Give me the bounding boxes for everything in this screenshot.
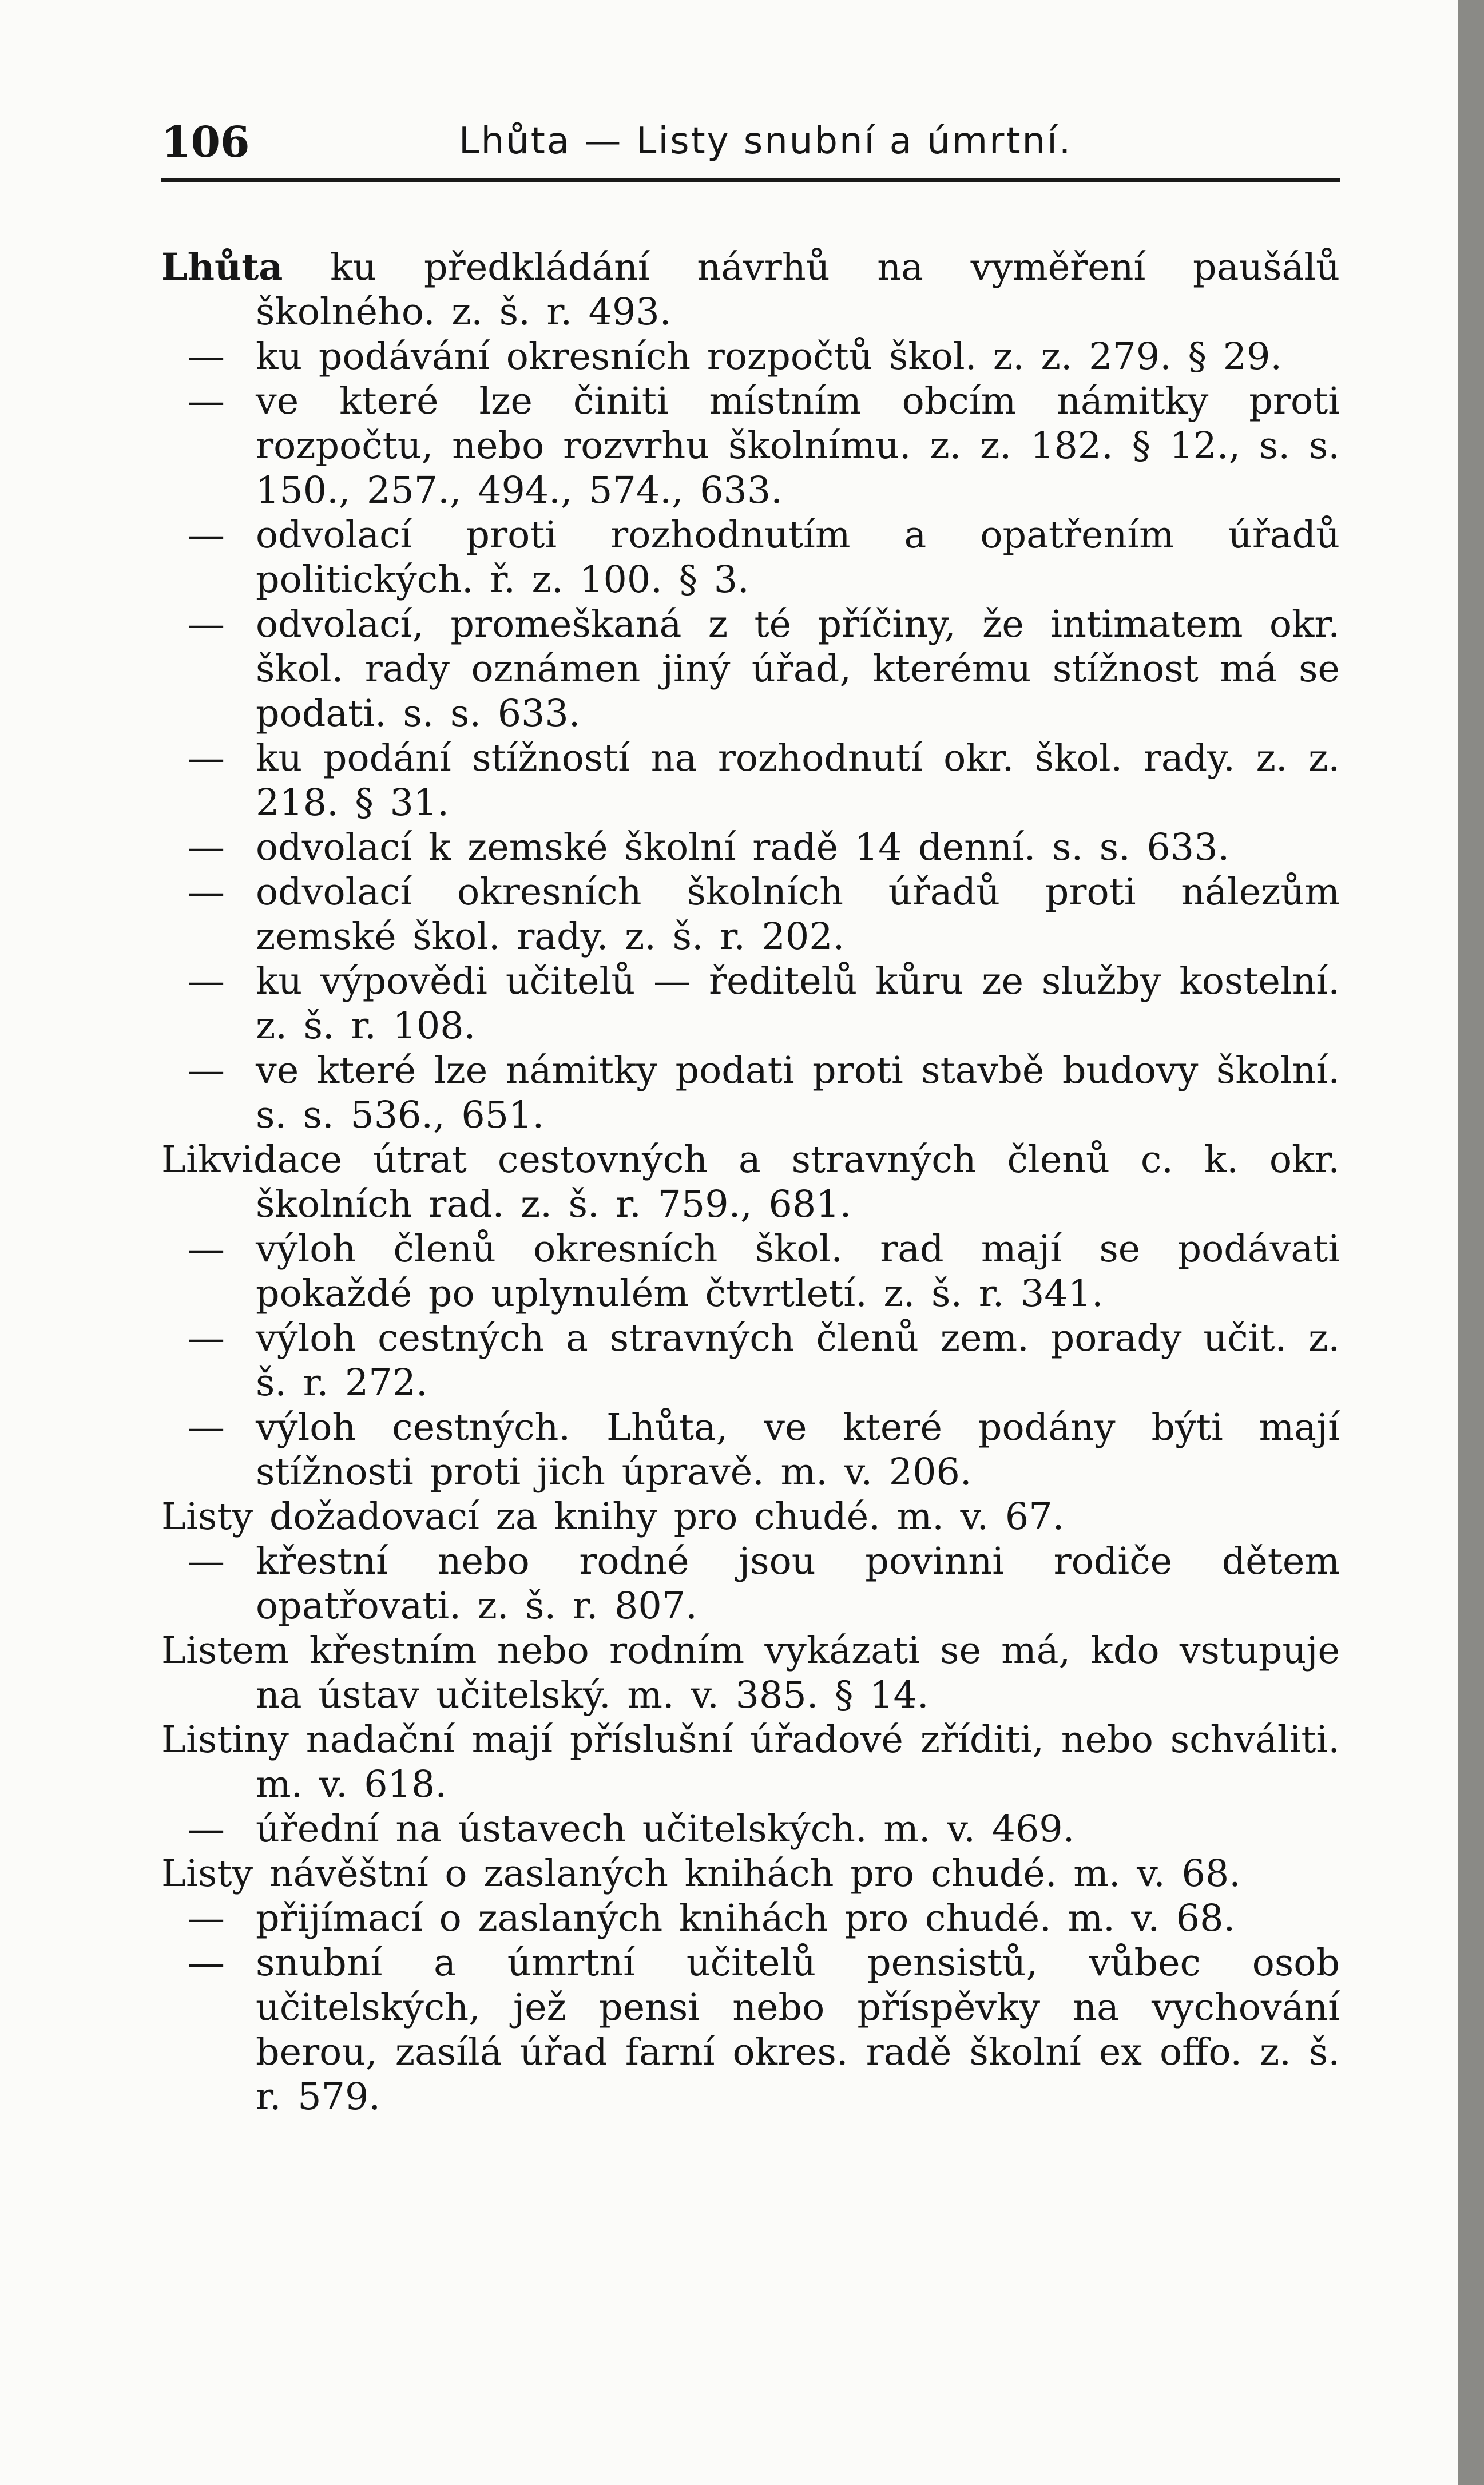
index-sub-entry (161, 602, 1340, 736)
em-dash: — (188, 826, 225, 869)
index-entry (161, 1138, 1340, 1227)
page-header (161, 112, 1340, 169)
index-entry (161, 1629, 1340, 1718)
em-dash: — (188, 1317, 225, 1360)
em-dash: — (188, 1942, 225, 1984)
em-dash: — (188, 1540, 225, 1583)
em-dash: — (188, 1406, 225, 1449)
index-sub-entry (161, 379, 1340, 513)
entry-text: odvolací okresních školních úřadů proti nálezům zemské škol. rady. z. š. r. 202. (256, 871, 1340, 958)
entry-text: ku výpovědi učitelů — ředitelů kůru ze služby kostelní. z. š. r. 108. (256, 960, 1340, 1047)
index-sub-entry (161, 1896, 1340, 1941)
index-entry (161, 245, 1340, 335)
index-sub-entry (161, 1406, 1340, 1495)
entry-text: Listy návěštní o zaslaných knihách pro chudé. m. v. 68. (161, 1852, 1241, 1895)
entry-text: výloh členů okresních škol. rad mají se podávati pokaždé po uplynulém čtvrtletí. z. š. r. 341. (256, 1228, 1340, 1315)
entry-text: snubní a úmrtní učitelů pensistů, vůbec osob učitelských, jež pensi nebo příspěvky na vychování berou, zasílá úřad farní okres. radě školní ex offo. z. š. r. 579. (256, 1942, 1340, 2118)
entry-text: ku podávání okresních rozpočtů škol. z. z. 279. § 29. (256, 335, 1283, 378)
index-sub-entry (161, 1316, 1340, 1406)
index-sub-entry (161, 1227, 1340, 1316)
index-sub-entry (161, 870, 1340, 959)
entry-text: Listem křestním nebo rodním vykázati se má, kdo vstupuje na ústav učitelský. m. v. 385. § 14. (161, 1629, 1340, 1717)
index-sub-entry (161, 1807, 1340, 1852)
em-dash: — (188, 737, 225, 780)
index-sub-entry (161, 513, 1340, 602)
entry-text: odvolací, promeškaná z té příčiny, že intimatem okr. škol. rady oznámen jiný úřad, kterému stížnost má se podati. s. s. 633. (256, 603, 1340, 735)
entry-text: ku podání stížností na rozhodnutí okr. škol. rady. z. z. 218. § 31. (256, 737, 1340, 824)
entry-text: křestní nebo rodné jsou povinni rodiče dětem opatřovati. z. š. r. 807. (256, 1540, 1340, 1627)
index-sub-entry (161, 1941, 1340, 2119)
index-sub-entry (161, 1539, 1340, 1629)
entry-text: odvolací k zemské školní radě 14 denní. s. s. 633. (256, 826, 1230, 869)
index-entry (161, 1495, 1340, 1539)
index-entries (161, 245, 1340, 2119)
entry-text: přijímací o zaslaných knihách pro chudé. m. v. 68. (256, 1897, 1236, 1940)
em-dash: — (188, 1228, 225, 1271)
em-dash: — (188, 514, 225, 557)
em-dash: — (188, 335, 225, 378)
entry-text: Listiny nadační mají příslušní úřadové zříditi, nebo schváliti. m. v. 618. (161, 1718, 1340, 1806)
index-sub-entry (161, 959, 1340, 1049)
entry-text: ve které lze činiti místním obcím námitky proti rozpočtu, nebo rozvrhu školnímu. z. z. 182. § 12., s. s. 150., 257., 494., 574., 633. (256, 380, 1340, 512)
index-sub-entry (161, 1049, 1340, 1138)
index-entry (161, 1718, 1340, 1807)
index-sub-entry (161, 825, 1340, 870)
index-sub-entry (161, 335, 1340, 379)
entry-text: výloh cestných a stravných členů zem. porady učit. z. š. r. 272. (256, 1317, 1340, 1404)
em-dash: — (188, 960, 225, 1003)
em-dash: — (188, 380, 225, 423)
em-dash: — (188, 603, 225, 646)
entry-text: Lhůta ku předkládání návrhů na vyměření paušálů školného. z. š. r. 493. (161, 245, 1340, 334)
page-number: 106 (161, 118, 250, 167)
em-dash: — (188, 1808, 225, 1851)
index-entry (161, 1852, 1340, 1896)
em-dash: — (188, 871, 225, 914)
index-sub-entry (161, 736, 1340, 825)
running-title: Lhůta — Listy snubní a úmrtní. (459, 120, 1073, 162)
header-rule (161, 178, 1340, 182)
entry-text: Listy dožadovací za knihy pro chudé. m. v. 67. (161, 1495, 1065, 1538)
em-dash: — (188, 1897, 225, 1940)
entry-text: výloh cestných. Lhůta, ve které podány býti mají stížnosti proti jich úpravě. m. v. 206. (256, 1406, 1340, 1494)
entry-text: odvolací proti rozhodnutím a opatřením úřadů politických. ř. z. 100. § 3. (256, 514, 1340, 601)
entry-text: úřední na ústavech učitelských. m. v. 469. (256, 1808, 1075, 1851)
entry-text: Likvidace útrat cestovných a stravných členů c. k. okr. školních rad. z. š. r. 759., 681. (161, 1138, 1340, 1226)
em-dash: — (188, 1049, 225, 1092)
entry-text: ve které lze námitky podati proti stavbě budovy školní. s. s. 536., 651. (256, 1049, 1340, 1137)
page-edge-shadow (1458, 0, 1484, 2485)
